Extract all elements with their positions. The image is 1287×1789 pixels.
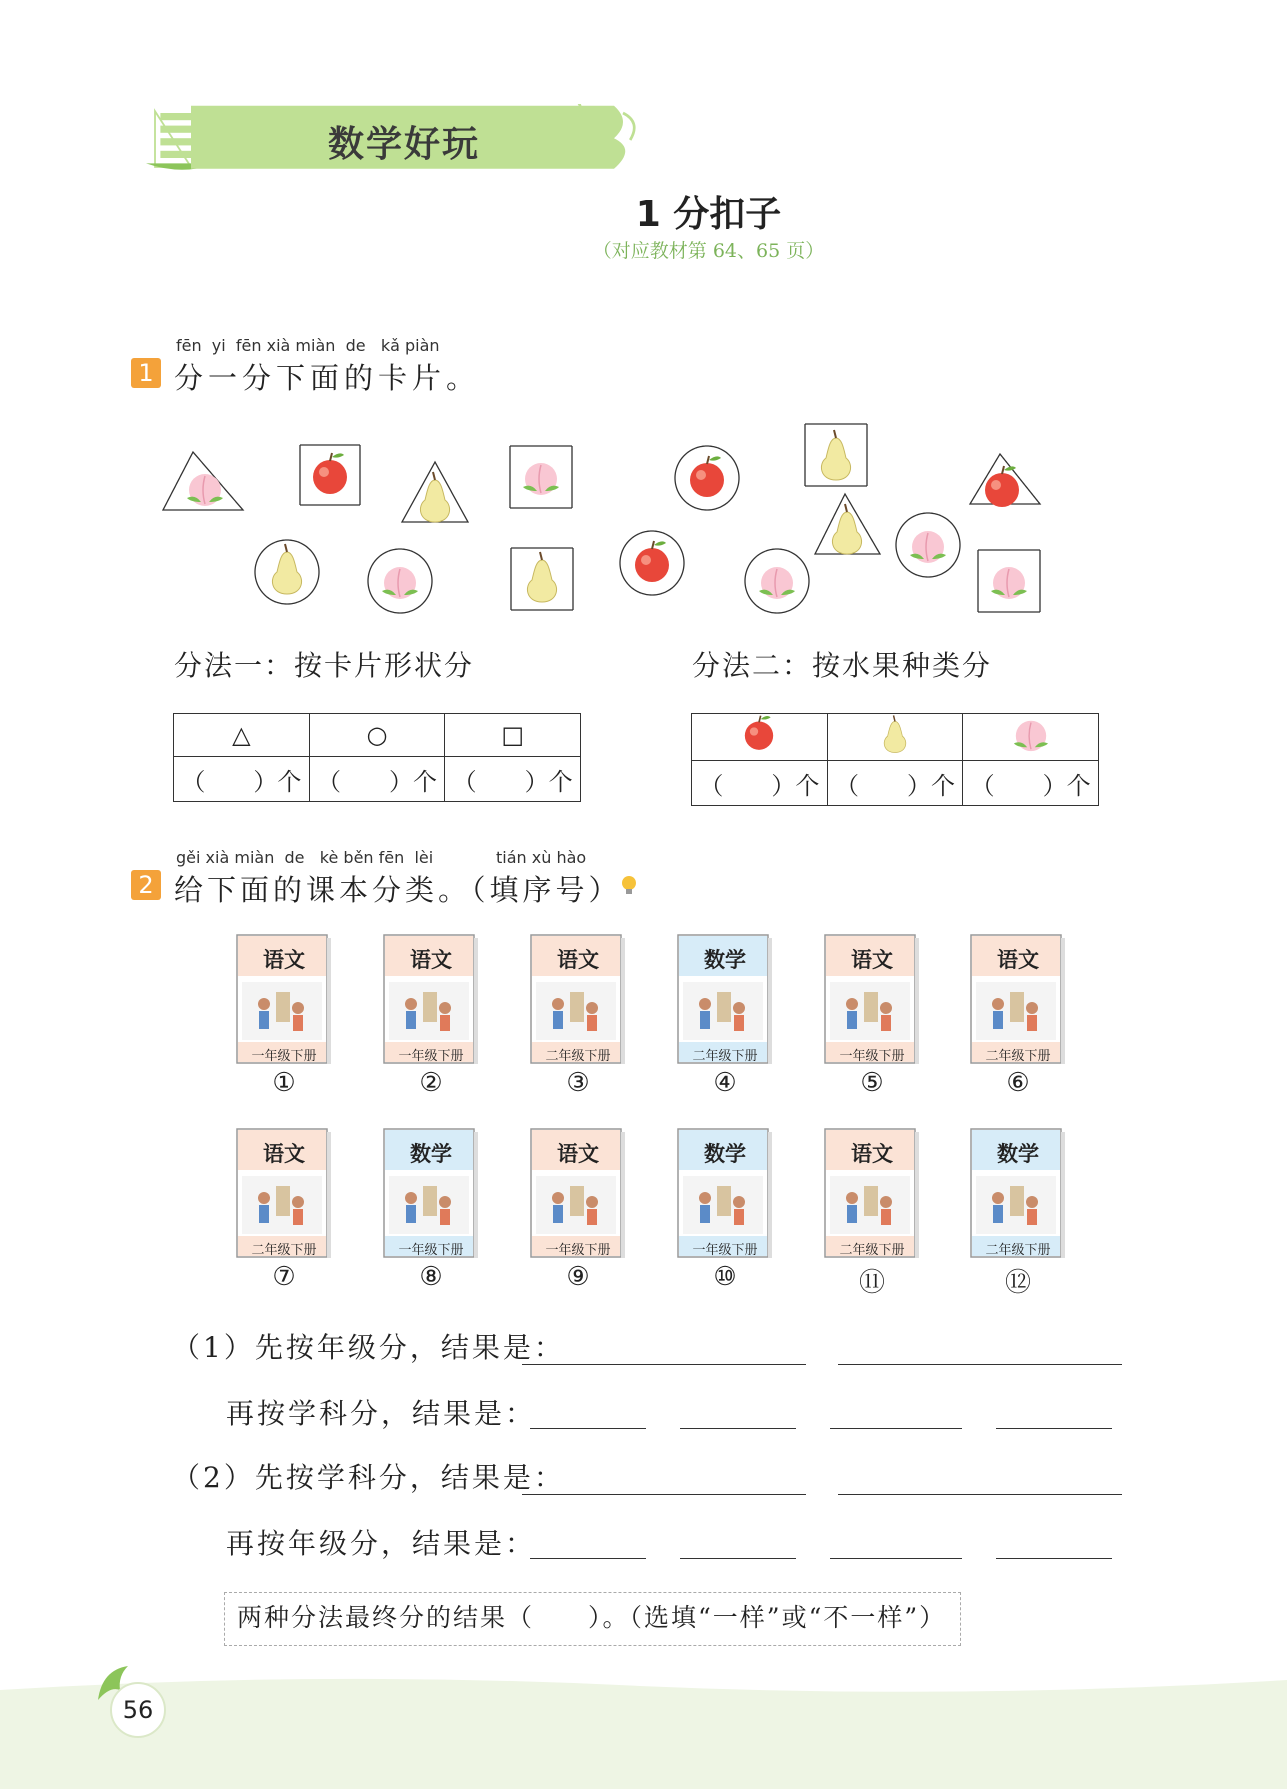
answer-blank[interactable] — [522, 1494, 806, 1495]
answer-blank[interactable] — [680, 1428, 796, 1429]
apple-header — [692, 714, 828, 761]
shape-count-table — [173, 713, 581, 802]
textbook-card — [677, 934, 773, 1066]
textbook-card — [383, 1128, 479, 1260]
apple-count[interactable]: （ ）个 — [692, 761, 828, 806]
book-subject: 语文 — [263, 947, 305, 972]
book-number: ⑤ — [860, 1068, 884, 1098]
q2-number: 2 — [131, 870, 161, 900]
textbook-card — [970, 934, 1066, 1066]
peach-count[interactable]: （ ）个 — [963, 761, 1099, 806]
peach-icon — [1012, 714, 1050, 754]
textbook-card — [824, 934, 920, 1066]
book-grade: 二年级下册 — [839, 1243, 905, 1258]
lesson-reference: （对应教材第 64、65 页） — [592, 240, 825, 262]
book-grade: 一年级下册 — [398, 1049, 464, 1064]
book-number: ④ — [713, 1068, 737, 1098]
pear-icon — [880, 714, 910, 754]
book-subject: 语文 — [851, 1141, 893, 1166]
pear-count[interactable]: （ ）个 — [827, 761, 963, 806]
book-subject: 数学 — [704, 947, 746, 972]
book-grade: 一年级下册 — [545, 1243, 611, 1258]
part2-line2: 再按年级分，结果是： — [226, 1527, 537, 1560]
book-subject: 数学 — [704, 1141, 746, 1166]
square-header: □ — [445, 714, 581, 757]
book-number: ① — [272, 1068, 296, 1098]
book-grade: 二年级下册 — [251, 1243, 317, 1258]
fruit-count-table — [691, 713, 1099, 806]
book-number: ② — [419, 1068, 443, 1098]
answer-blank[interactable] — [996, 1558, 1112, 1559]
book-grade: 一年级下册 — [692, 1243, 758, 1258]
book-number: ③ — [566, 1068, 590, 1098]
book-number: ⑧ — [419, 1262, 443, 1292]
textbook-card — [383, 934, 479, 1066]
method2-label: 分法二：按水果种类分 — [692, 649, 993, 682]
apple-icon — [737, 714, 781, 754]
answer-blank[interactable] — [996, 1428, 1112, 1429]
answer-blank[interactable] — [830, 1428, 962, 1429]
q2-pinyin: gěi xià miàn de kè běn fēn lèi — [176, 848, 434, 867]
answer-blank[interactable] — [838, 1364, 1122, 1365]
book-subject: 语文 — [410, 947, 452, 972]
textbook-card — [236, 934, 332, 1066]
book-number: ⑥ — [1006, 1068, 1030, 1098]
book-subject: 语文 — [851, 947, 893, 972]
summary-question[interactable]: 两种分法最终分的结果（ ）。（选填“一样”或“不一样”） — [224, 1592, 961, 1646]
q2-text: 给下面的课本分类。（填序号） — [174, 873, 622, 907]
textbook-card — [970, 1128, 1066, 1260]
part2-line1: （2）先按学科分，结果是： — [172, 1461, 565, 1494]
book-grade: 一年级下册 — [839, 1049, 905, 1064]
book-grade: 一年级下册 — [251, 1049, 317, 1064]
book-number: ⑦ — [272, 1262, 296, 1292]
footer-wave — [0, 1640, 1287, 1789]
book-grade: 二年级下册 — [692, 1049, 758, 1064]
answer-blank[interactable] — [522, 1364, 806, 1365]
answer-blank[interactable] — [680, 1558, 796, 1559]
fruit-cards — [160, 410, 1060, 630]
book-number: ⑪ — [858, 1268, 885, 1298]
q1-pinyin: fēn yi fēn xià miàn de kǎ piàn — [176, 336, 440, 355]
page-number: 56 — [110, 1682, 166, 1738]
lesson-title: 1 分扣子 — [635, 194, 782, 235]
answer-blank[interactable] — [530, 1558, 646, 1559]
triangle-count[interactable]: （ ）个 — [174, 757, 310, 802]
lightbulb-icon — [618, 874, 640, 898]
pear-header — [827, 714, 963, 761]
circle-header: ○ — [309, 714, 445, 757]
textbook-card — [824, 1128, 920, 1260]
book-subject: 数学 — [997, 1141, 1039, 1166]
section-title: 数学好玩 — [328, 124, 481, 165]
q1-number: 1 — [131, 358, 161, 388]
triangle-header: △ — [174, 714, 310, 757]
book-grade: 一年级下册 — [398, 1243, 464, 1258]
textbook-card — [236, 1128, 332, 1260]
textbook-card — [530, 1128, 626, 1260]
book-number: ⑫ — [1004, 1268, 1031, 1298]
answer-blank[interactable] — [838, 1494, 1122, 1495]
book-number: ⑨ — [566, 1262, 590, 1292]
q1-text: 分一分下面的卡片。 — [174, 361, 481, 395]
book-subject: 数学 — [410, 1141, 452, 1166]
part1-line2: 再按学科分，结果是： — [226, 1397, 537, 1430]
method1-label: 分法一：按卡片形状分 — [174, 649, 475, 682]
book-subject: 语文 — [997, 947, 1039, 972]
q2-pinyin-fill: tián xù hào — [496, 848, 587, 867]
book-grade: 二年级下册 — [545, 1049, 611, 1064]
answer-blank[interactable] — [830, 1558, 962, 1559]
part1-line1: （1）先按年级分，结果是： — [172, 1331, 565, 1364]
peach-header — [963, 714, 1099, 761]
textbook-card — [677, 1128, 773, 1260]
book-subject: 语文 — [557, 1141, 599, 1166]
circle-count[interactable]: （ ）个 — [309, 757, 445, 802]
textbook-card — [530, 934, 626, 1066]
book-grade: 二年级下册 — [985, 1049, 1051, 1064]
answer-blank[interactable] — [530, 1428, 646, 1429]
square-count[interactable]: （ ）个 — [445, 757, 581, 802]
book-subject: 语文 — [557, 947, 599, 972]
book-number: ⑩ — [713, 1262, 737, 1292]
book-grade: 二年级下册 — [985, 1243, 1051, 1258]
book-subject: 语文 — [263, 1141, 305, 1166]
